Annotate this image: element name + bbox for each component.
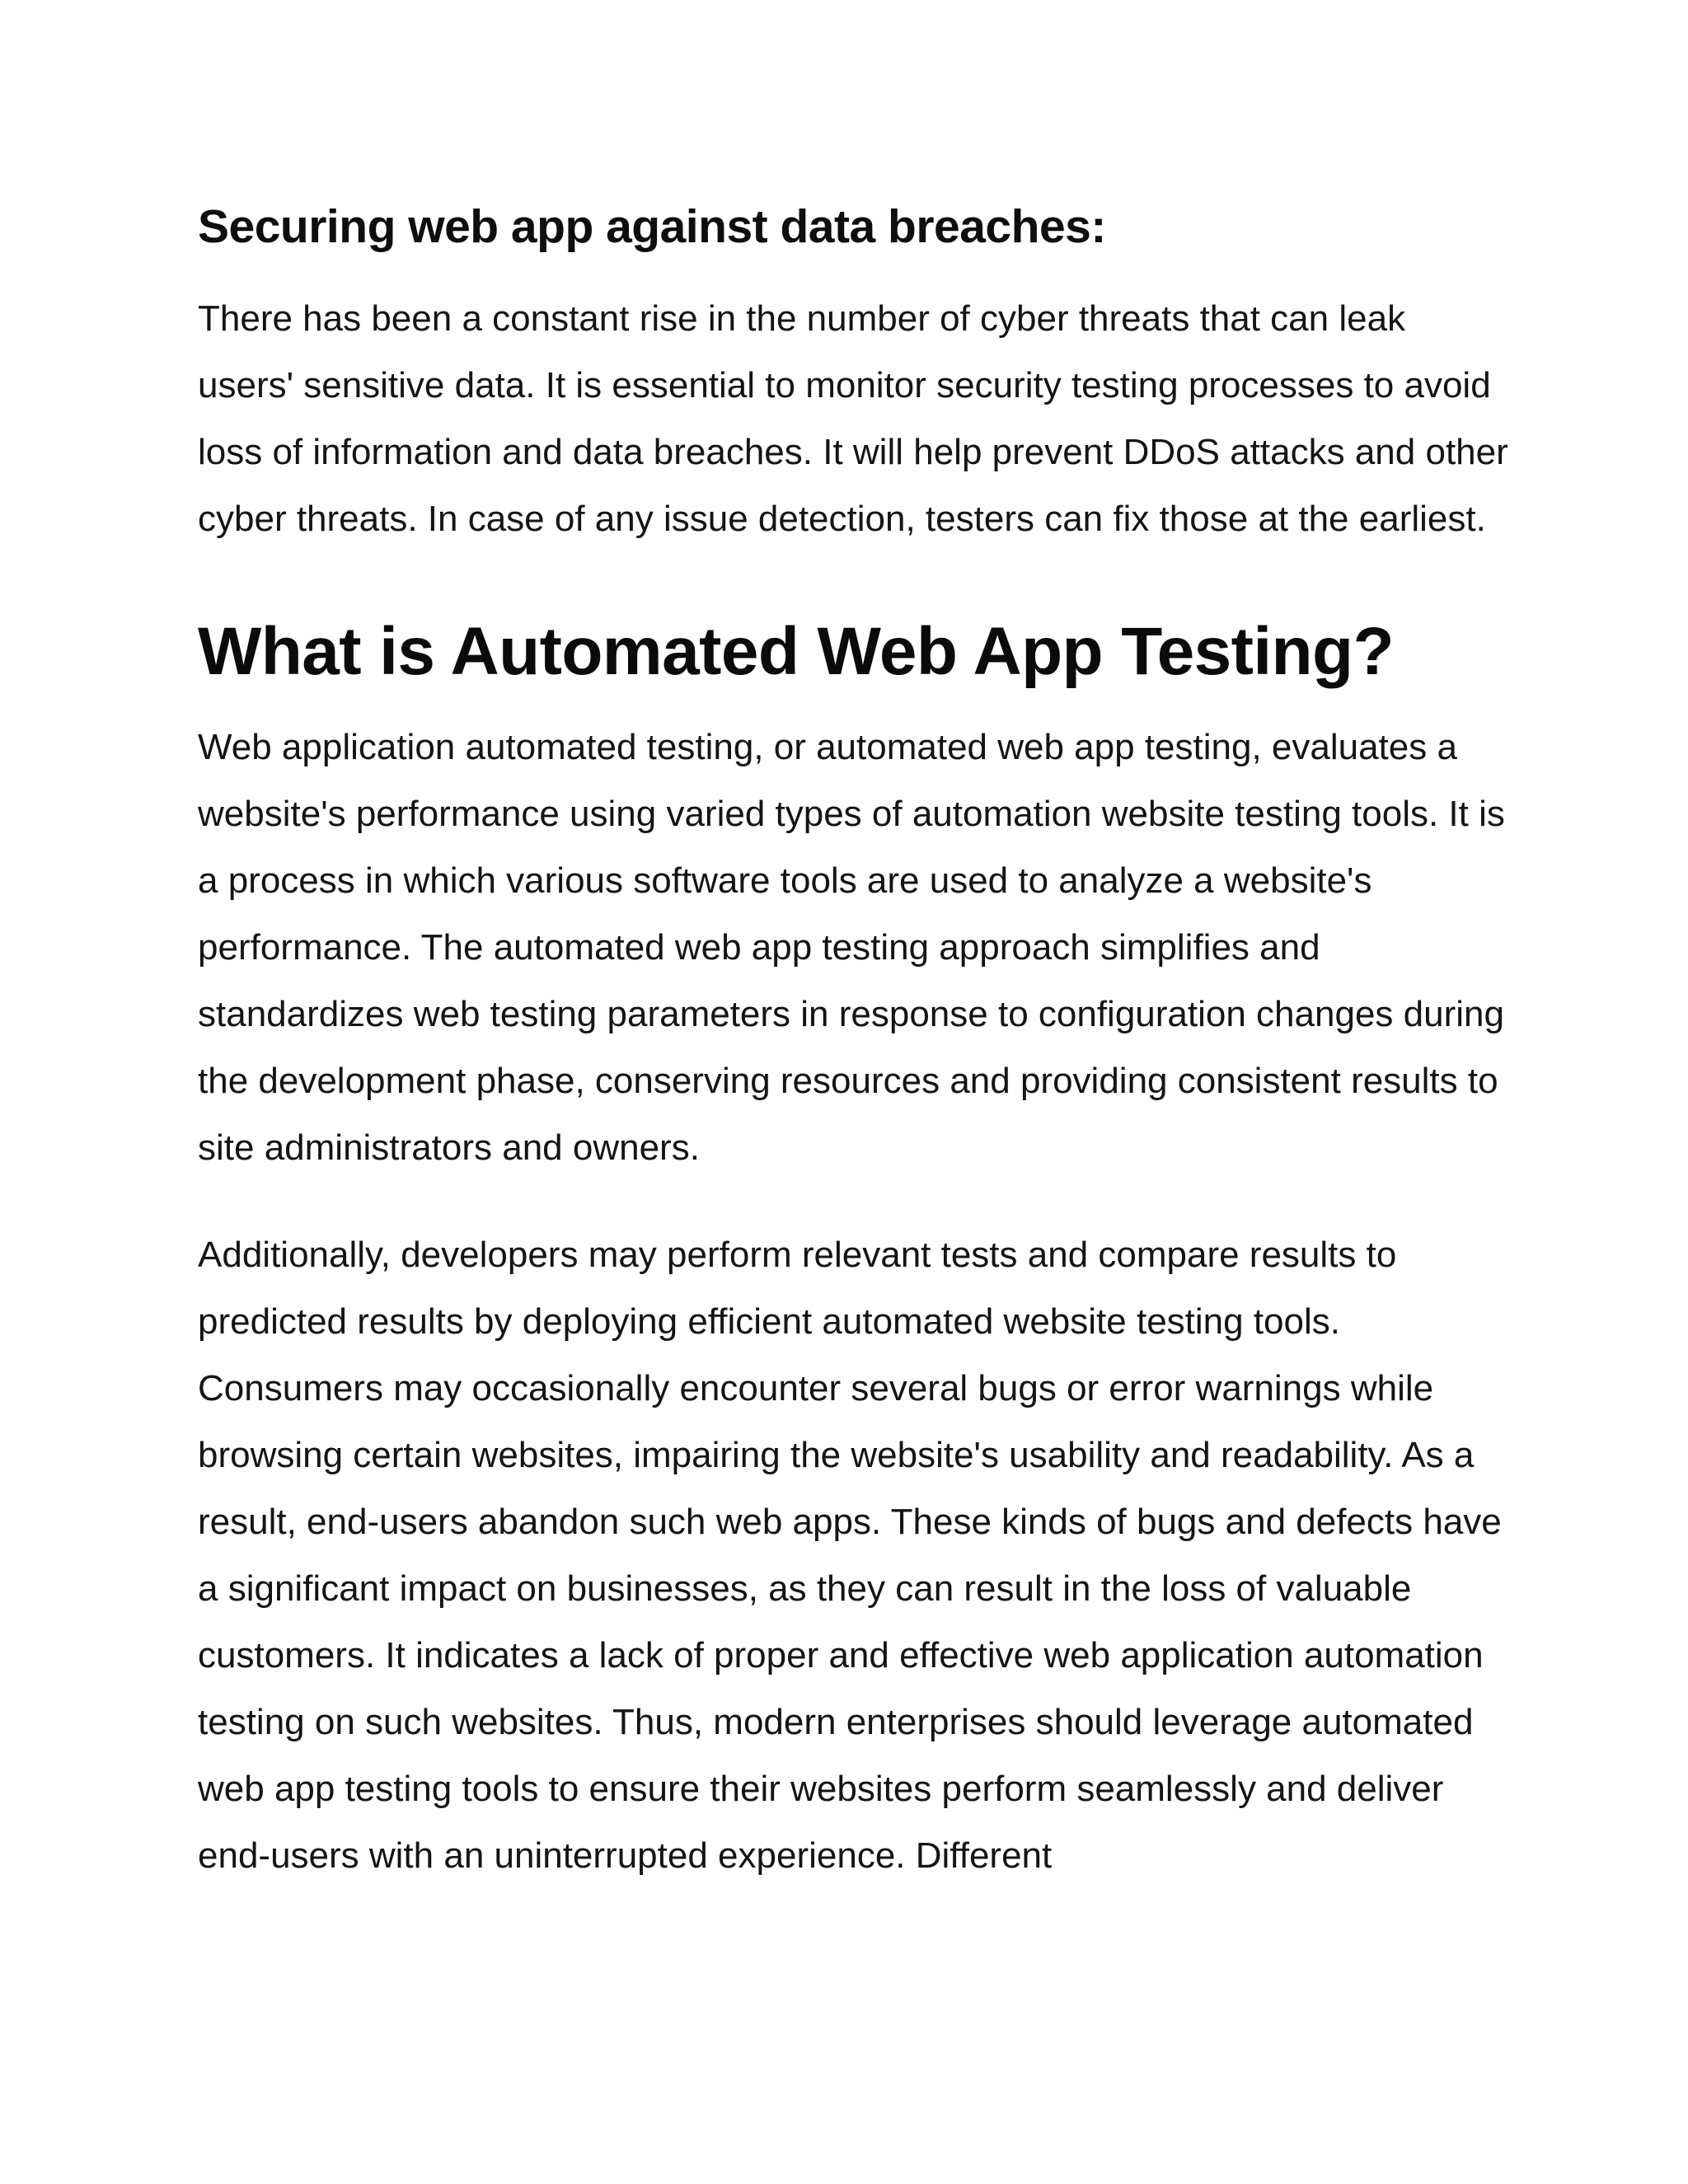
spacer bbox=[198, 1181, 1508, 1221]
spacer bbox=[198, 262, 1508, 285]
spacer bbox=[198, 697, 1508, 714]
paragraph-automated-testing-definition: Web application automated testing, or automated web app testing, evaluates a website's performance using varied types of automation website testing tools. It is a process in which various software tools are used to analyze a website's performance. The automated web app testing approach simplifies and standardizes web testing parameters in response to configuration changes during the development phase, conserving resources and providing consistent results to site administrators and owners. bbox=[198, 727, 1505, 1168]
section-heading-securing-web-app: Securing web app against data breaches: bbox=[198, 200, 1106, 253]
paragraph-data-breaches: There has been a constant rise in the number of cyber threats that can leak users' sensitive data. It is essential to monitor security testing processes to avoid loss of information and data breaches. It will help prevent DDoS attacks and other cyber threats. In case of any issue detection, testers can fix those at the earliest. bbox=[198, 298, 1508, 539]
spacer bbox=[198, 552, 1508, 607]
paragraph-automated-testing-benefits: Additionally, developers may perform relevant tests and compare results to predicted results by deploying efficient automated website testing tools. Consumers may occasionally encounter several bugs or error warnings while browsing certain websites, impairing the website's usability and readability. As a result, end-users abandon such web apps. These kinds of bugs and defects have a significant impact on businesses, as they can result in the loss of valuable customers. It indicates a lack of proper and effective web application automation testing on such websites. Thus, modern enterprises should leverage automated web app testing tools to ensure their websites perform seamlessly and deliver end-users with an uninterrupted experience. Different bbox=[198, 1235, 1502, 1876]
section-heading-automated-web-app-testing: What is Automated Web App Testing? bbox=[198, 614, 1394, 689]
document-body bbox=[198, 191, 1508, 1889]
